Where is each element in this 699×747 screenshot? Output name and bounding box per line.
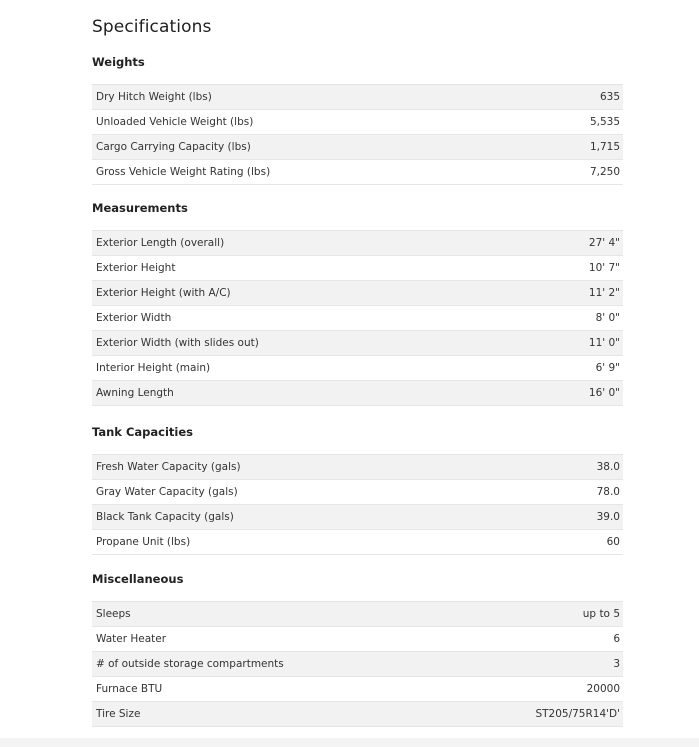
spec-label: Exterior Height [96, 262, 176, 274]
spec-value: 6' 9" [595, 362, 620, 374]
table-row [92, 652, 623, 677]
spec-value: 20000 [586, 683, 620, 695]
spec-label: Propane Unit (lbs) [96, 536, 191, 548]
spec-value: ST205/75R14'D' [535, 708, 620, 720]
table-row [92, 455, 623, 480]
table-row [92, 627, 623, 652]
spec-label: Tire Size [96, 708, 141, 720]
spec-value: 1,715 [589, 141, 620, 153]
page-title: Specifications [92, 17, 212, 37]
section-title-weights: Weights [92, 55, 145, 69]
bottom-divider [0, 738, 699, 747]
miscellaneous-table [92, 601, 623, 727]
spec-label: Gray Water Capacity (gals) [96, 486, 238, 498]
spec-value: 60 [606, 536, 620, 548]
table-row [92, 135, 623, 160]
spec-value: 3 [613, 658, 620, 670]
spec-label: Awning Length [96, 387, 174, 399]
spec-value: 39.0 [596, 511, 620, 523]
spec-label: Interior Height (main) [96, 362, 211, 374]
table-row [92, 480, 623, 505]
table-row [92, 281, 623, 306]
spec-label: Fresh Water Capacity (gals) [96, 461, 241, 473]
spec-label: Gross Vehicle Weight Rating (lbs) [96, 166, 271, 178]
spec-label: # of outside storage compartments [96, 658, 284, 670]
table-row [92, 530, 623, 555]
spec-label: Cargo Carrying Capacity (lbs) [96, 141, 251, 153]
spec-label: Dry Hitch Weight (lbs) [96, 91, 212, 103]
spec-value: 10' 7" [588, 262, 620, 274]
spec-value: 11' 2" [588, 287, 620, 299]
section-title-tank-capacities: Tank Capacities [92, 425, 193, 439]
spec-label: Exterior Height (with A/C) [96, 287, 231, 299]
table-row [92, 110, 623, 135]
spec-value: 7,250 [589, 166, 620, 178]
spec-value: 27' 4" [588, 237, 620, 249]
spec-value: 5,535 [589, 116, 620, 128]
spec-label: Black Tank Capacity (gals) [96, 511, 234, 523]
table-row [92, 356, 623, 381]
spec-value: up to 5 [582, 608, 620, 620]
table-row [92, 85, 623, 110]
table-row [92, 602, 623, 627]
spec-label: Exterior Length (overall) [96, 237, 225, 249]
table-row [92, 256, 623, 281]
measurements-table [92, 230, 623, 406]
spec-label: Sleeps [96, 608, 131, 620]
table-row [92, 677, 623, 702]
spec-label: Unloaded Vehicle Weight (lbs) [96, 116, 254, 128]
spec-label: Furnace BTU [96, 683, 163, 695]
table-row [92, 702, 623, 727]
weights-table [92, 84, 623, 185]
spec-value: 8' 0" [595, 312, 620, 324]
table-row [92, 306, 623, 331]
section-title-measurements: Measurements [92, 201, 188, 215]
table-row [92, 160, 623, 185]
table-row [92, 505, 623, 530]
table-row [92, 331, 623, 356]
table-row [92, 381, 623, 406]
spec-value: 16' 0" [588, 387, 620, 399]
tank-capacities-table [92, 454, 623, 555]
spec-label: Exterior Width (with slides out) [96, 337, 259, 349]
table-row [92, 231, 623, 256]
spec-value: 38.0 [596, 461, 620, 473]
spec-value: 78.0 [596, 486, 620, 498]
spec-value: 6 [613, 633, 620, 645]
section-title-miscellaneous: Miscellaneous [92, 572, 184, 586]
spec-label: Exterior Width [96, 312, 172, 324]
spec-value: 635 [599, 91, 620, 103]
spec-label: Water Heater [96, 633, 167, 645]
spec-value: 11' 0" [588, 337, 620, 349]
